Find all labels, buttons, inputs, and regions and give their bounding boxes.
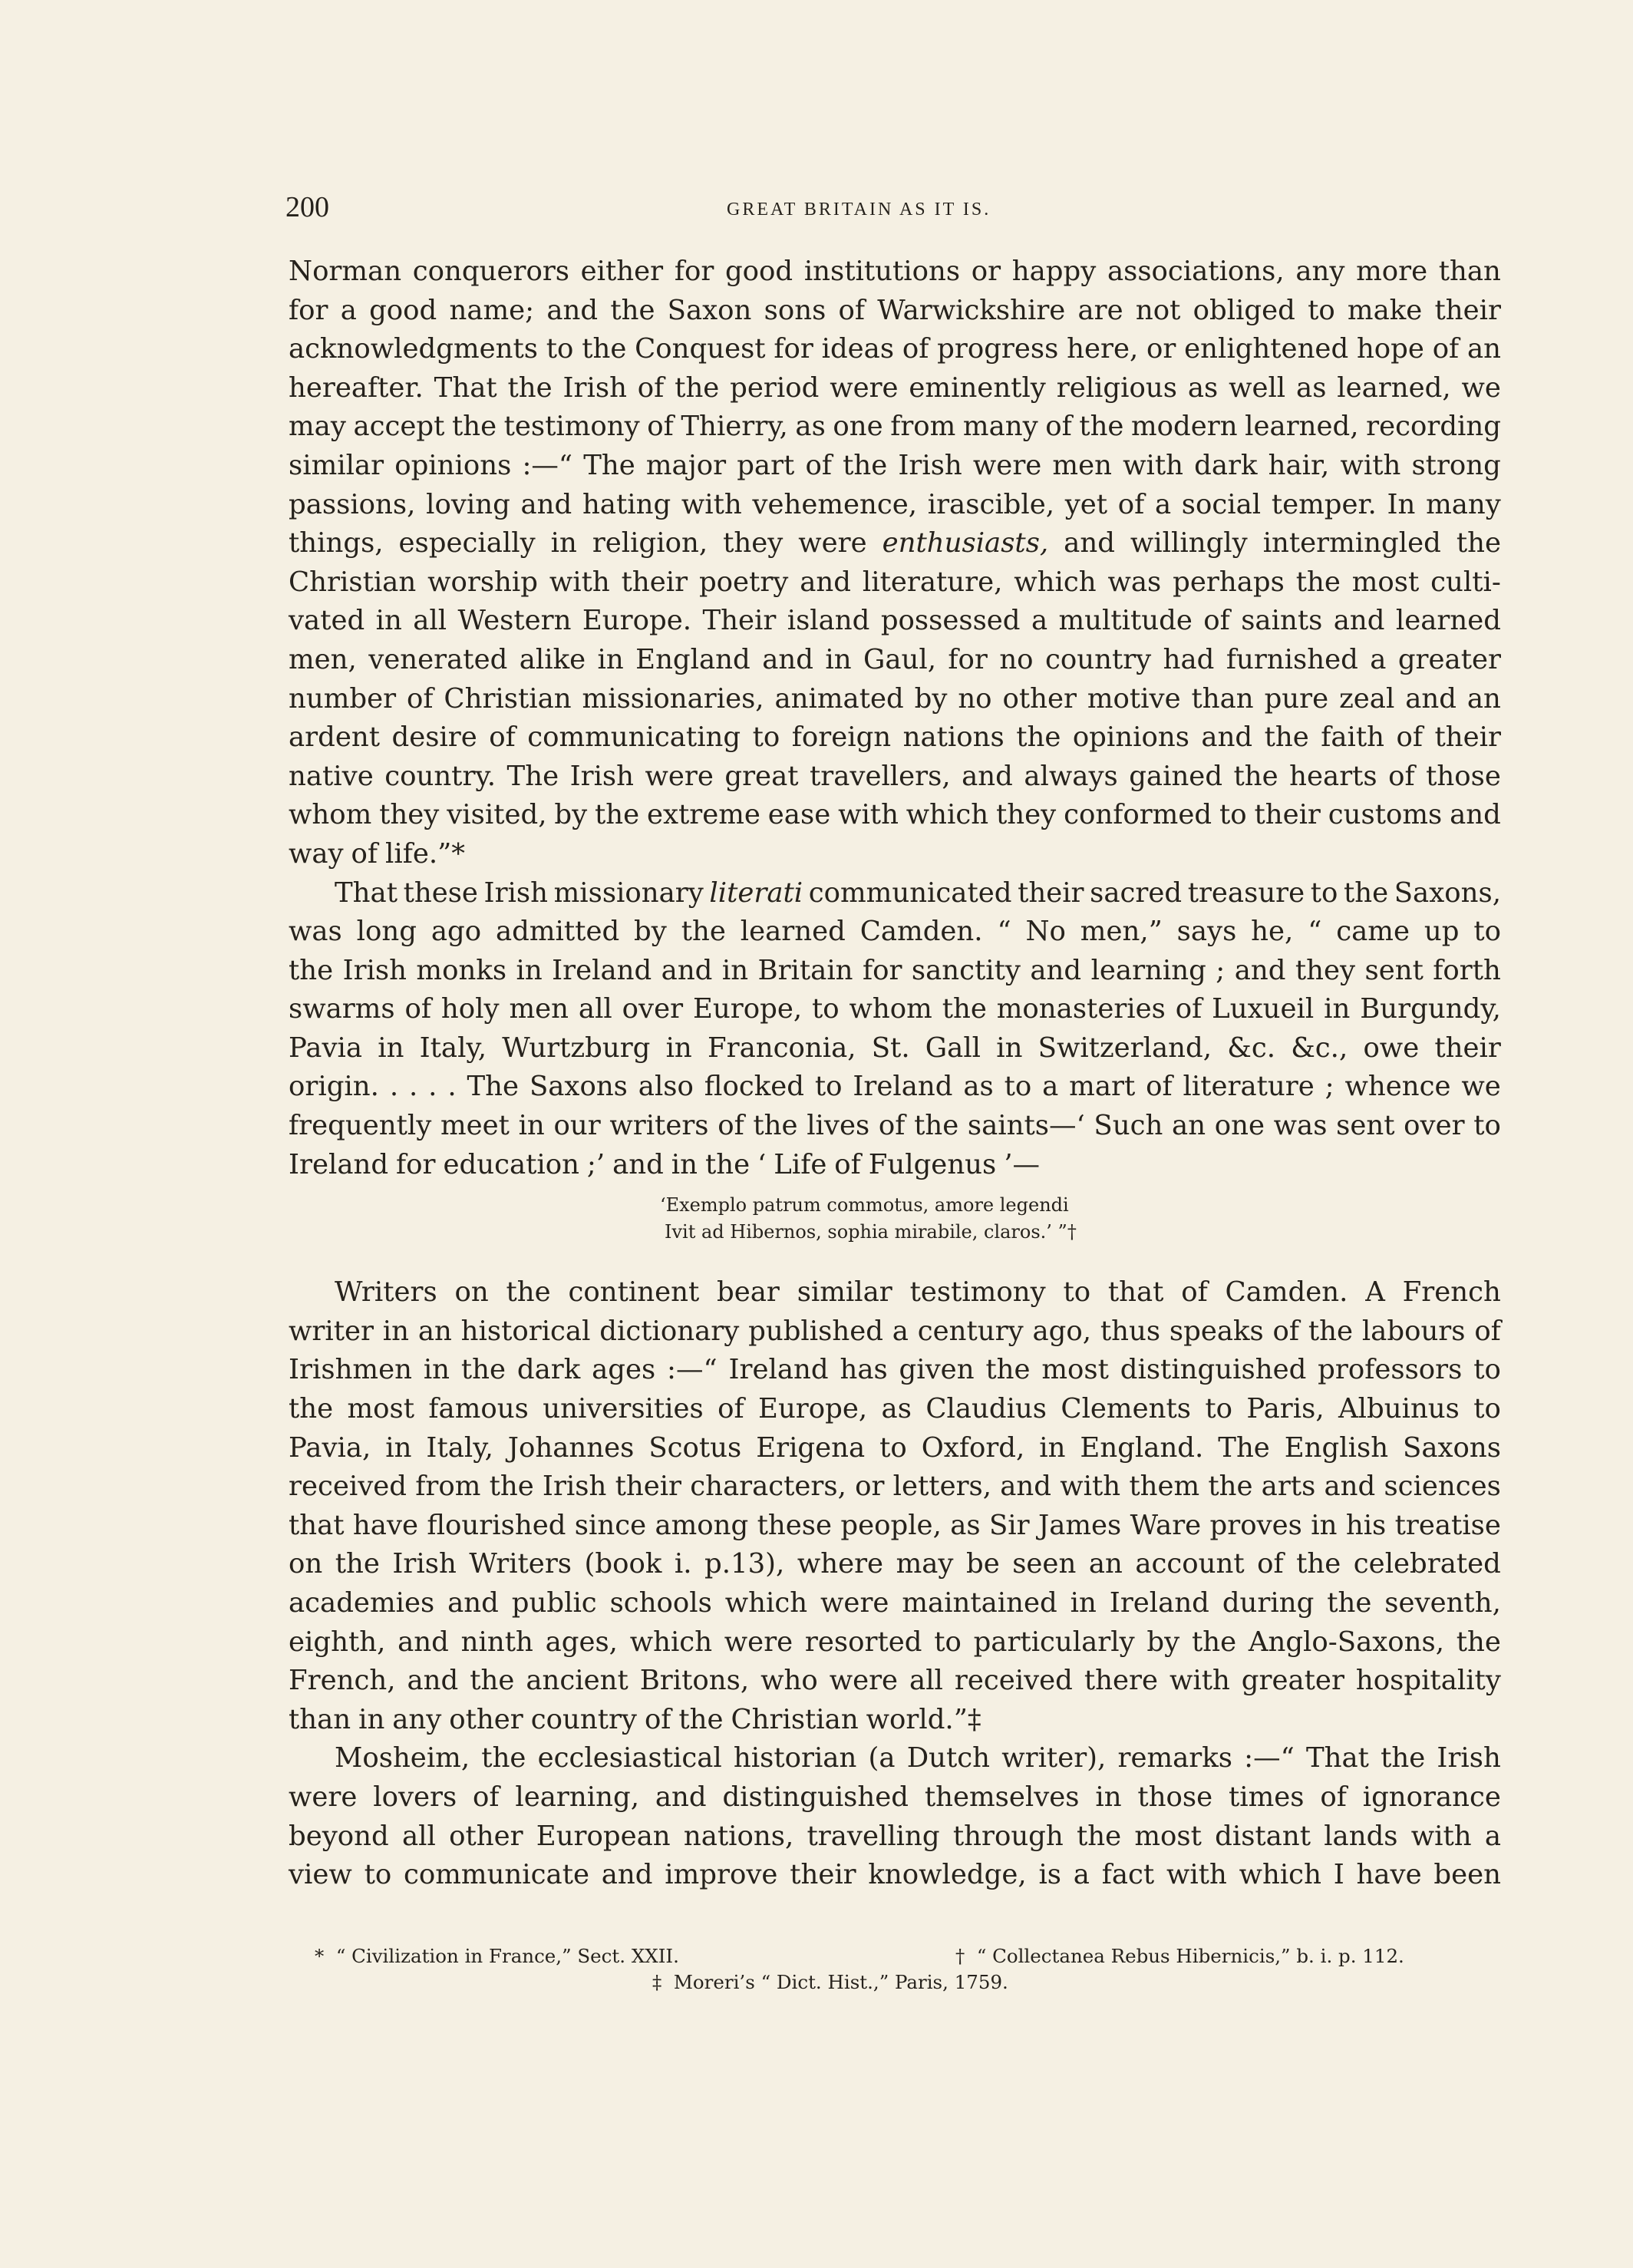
text-line: Pavia in Italy, Wurtzburg in Franconia, St. Gall in Switzerland, &c. &c., owe their	[289, 1032, 1501, 1064]
text-line: eighth, and ninth ages, which were resorted to particularly by the Anglo-Saxons, the	[289, 1626, 1501, 1658]
quote-line: Ivit ad Hibernos, sophia mirabile, claros.’ ”†	[665, 1221, 1077, 1243]
text-line: French, and the ancient Britons, who were all received there with greater hospitality	[289, 1665, 1501, 1697]
text-line: than in any other country of the Christian world.”‡	[289, 1703, 981, 1735]
text-line: academies and public schools which were maintained in Ireland during the seventh,	[289, 1587, 1501, 1619]
text-line: Norman conquerors either for good institutions or happy associations, any more than	[289, 256, 1501, 287]
text-line: vated in all Western Europe. Their island possessed a multitude of saints and learned	[289, 605, 1501, 637]
paragraph-4	[289, 1739, 1501, 1894]
text-line: was long ago admitted by the learned Camden. “ No men,” says he, “ came up to	[289, 916, 1501, 948]
text-line: Ireland for education ;’ and in the ‘ Life of Fulgenus ’—	[289, 1148, 1040, 1180]
text-line: the Irish monks in Ireland and in Britain for sanctity and learning ; and they sent forth	[289, 954, 1501, 986]
spacer	[289, 1250, 1501, 1273]
text-line: on the Irish Writers (book i. p.13), where may be seen an account of the celebrated	[289, 1548, 1501, 1580]
footnotes	[315, 1943, 1496, 1996]
text-line: men, venerated alike in England and in Gaul, for no country had furnished a greater	[289, 643, 1501, 675]
footnote-double-dagger: ‡ Moreri’s “ Dict. Hist.,” Paris, 1759.	[652, 1971, 1008, 1993]
text-line: were lovers of learning, and distinguished themselves in those times of ignorance	[289, 1781, 1501, 1813]
text-line: whom they visited, by the extreme ease with which they conformed to their customs and	[289, 799, 1501, 831]
text-line: the most famous universities of Europe, as Claudius Clements to Paris, Albuinus to	[289, 1393, 1501, 1425]
body-text	[289, 253, 1501, 1895]
text-line: acknowledgments to the Conquest for ideas of progress here, or enlightened hope of an	[289, 333, 1501, 365]
text-line: origin. . . . . The Saxons also flocked to Ireland as to a mart of literature ; whence we	[289, 1071, 1501, 1103]
paragraph-1	[289, 253, 1501, 874]
paragraph-3	[289, 1273, 1501, 1739]
footnote-star: * “ Civilization in France,” Sect. XXII.	[315, 1945, 679, 1967]
text-line: ardent desire of communicating to foreign nations the opinions and the faith of their	[289, 721, 1501, 754]
text-line: view to communicate and improve their knowledge, is a fact with which I have been	[289, 1859, 1501, 1891]
text-line: Pavia, in Italy, Johannes Scotus Erigena to Oxford, in England. The English Saxons	[289, 1431, 1501, 1464]
text-line: received from the Irish their characters, or letters, and with them the arts and sciences	[289, 1471, 1501, 1503]
text-line: that have flourished since among these people, as Sir James Ware proves in his treatise	[289, 1509, 1501, 1541]
page-number: 200	[285, 191, 329, 223]
text-line: for a good name; and the Saxon sons of Warwickshire are not obliged to make their	[289, 294, 1501, 326]
text-line: Christian worship with their poetry and literature, which was perhaps the most culti-	[289, 566, 1501, 598]
text-line: Irishmen in the dark ages :—“ Ireland has given the most distinguished professors to	[289, 1354, 1501, 1386]
text-line: native country. The Irish were great travellers, and always gained the hearts of those	[289, 760, 1501, 792]
running-title: GREAT BRITAIN AS IT IS.	[727, 200, 991, 220]
text-line: beyond all other European nations, travelling through the most distant lands with a	[289, 1820, 1501, 1852]
text-line: things, especially in religion, they were enthusiasts, and willingly intermingled the	[289, 527, 1501, 560]
text-line: number of Christian missionaries, animated by no other motive than pure zeal and an	[289, 682, 1501, 715]
text-line: Writers on the continent bear similar testimony to that of Camden. A French	[335, 1276, 1501, 1309]
text-line: passions, loving and hating with vehemence, irascible, yet of a social temper. In many	[289, 488, 1501, 520]
text-line: That these Irish missionary literati communicated their sacred treasure to the Saxons,	[335, 876, 1501, 909]
text-line: Mosheim, the ecclesiastical historian (a Dutch writer), remarks :—“ That the Irish	[335, 1742, 1501, 1774]
quote-line: ‘Exemplo patrum commotus, amore legendi	[660, 1194, 1069, 1217]
text-line: way of life.”*	[289, 837, 466, 870]
text-line: similar opinions :—“ The major part of the Irish were men with dark hair, with strong	[289, 449, 1501, 481]
footnote-dagger: † “ Collectanea Rebus Hibernicis,” b. i. p. 112.	[955, 1945, 1404, 1967]
text-line: frequently meet in our writers of the lives of the saints—‘ Such an one was sent over to	[289, 1110, 1501, 1142]
text-line: writer in an historical dictionary published a century ago, thus speaks of the labours of	[289, 1315, 1501, 1347]
text-line: swarms of holy men all over Europe, to whom the monasteries of Luxueil in Burgundy,	[289, 993, 1501, 1025]
text-line: hereafter. That the Irish of the period were eminently religious as well as learned, we	[289, 371, 1501, 404]
paragraph-2	[289, 874, 1501, 1185]
latin-quotation	[289, 1192, 1501, 1246]
text-line: may accept the testimony of Thierry, as one from many of the modern learned, recording	[289, 411, 1501, 443]
